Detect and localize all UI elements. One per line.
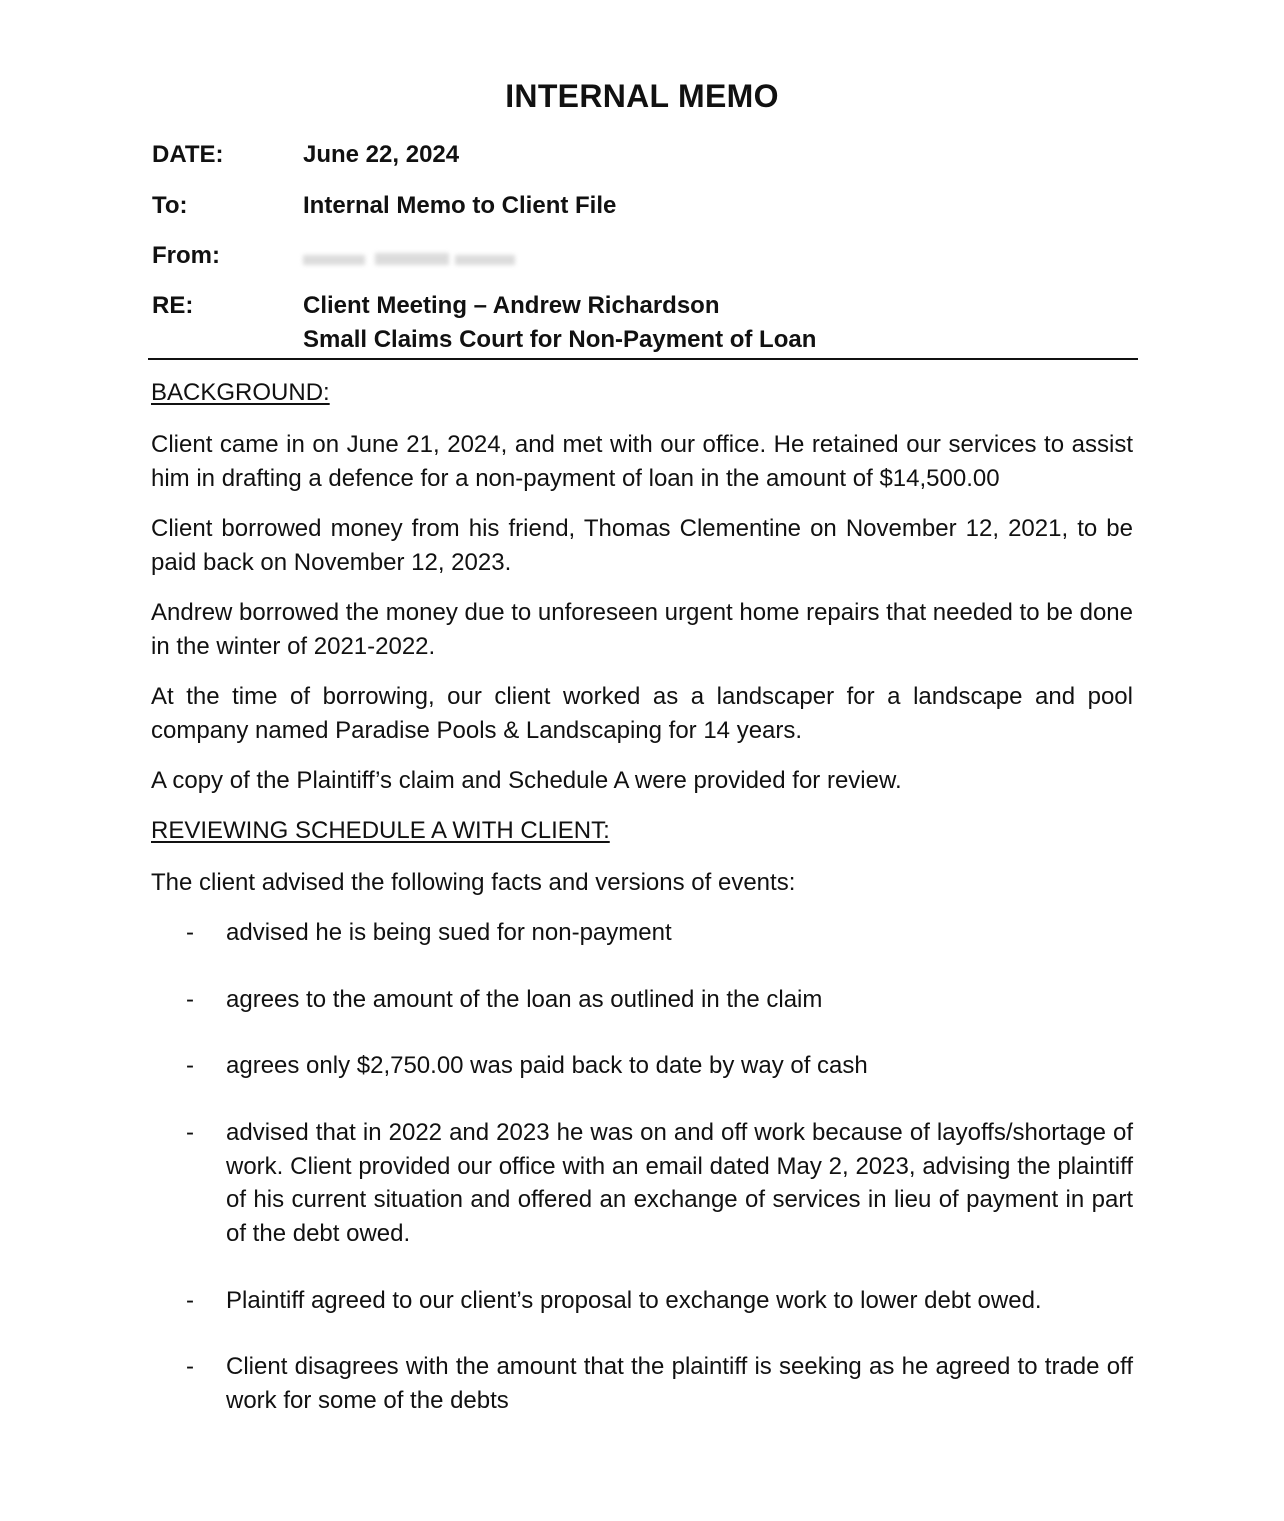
memo-title: INTERNAL MEMO: [505, 78, 779, 114]
bullet-text: Plaintiff agreed to our client’s proposal to exchange work to lower debt owed.: [226, 1287, 1042, 1314]
background-paragraph-2: Client borrowed money from his friend, Thomas Clementine on November 12, 2021, to be paid back on November 12, 2023.: [151, 515, 1133, 576]
date-value: June 22, 2024: [303, 141, 460, 168]
bullet-dash: -: [186, 986, 194, 1013]
bullet-dash: -: [186, 1119, 194, 1146]
review-heading: REVIEWING SCHEDULE A WITH CLIENT:: [151, 817, 610, 844]
background-paragraph-3: Andrew borrowed the money due to unforeseen urgent home repairs that needed to be done in the winter of 2021-2022.: [151, 599, 1133, 660]
bullet-text: agrees only $2,750.00 was paid back to date by way of cash: [226, 1052, 868, 1079]
bullet-dash: -: [186, 1353, 194, 1380]
background-paragraph-5: A copy of the Plaintiff’s claim and Schedule A were provided for review.: [151, 767, 902, 794]
re-line-1: Client Meeting – Andrew Richardson: [303, 292, 720, 319]
header-divider: [148, 358, 1138, 360]
bullet-dash: -: [186, 919, 194, 946]
bullet-text: advised he is being sued for non-payment: [226, 919, 672, 946]
review-intro: The client advised the following facts and versions of events:: [151, 869, 796, 896]
background-heading: BACKGROUND:: [151, 379, 330, 406]
bullet-dash: -: [186, 1287, 194, 1314]
background-paragraph-4: At the time of borrowing, our client worked as a landscaper for a landscape and pool company named Paradise Pools & Landscaping for 14 years.: [151, 683, 1133, 744]
bullet-text: Client disagrees with the amount that the plaintiff is seeking as he agreed to trade off work for some of the debts: [226, 1353, 1133, 1414]
bullet-text: advised that in 2022 and 2023 he was on and off work because of layoffs/shortage of work. Client provided our office with an email dated May 2, 2023, advising the plaintiff of his current situation and offered an exchange of services in lieu of payment in part of the debt owed.: [226, 1119, 1133, 1247]
bullet-text: agrees to the amount of the loan as outlined in the claim: [226, 986, 823, 1013]
date-label: DATE:: [152, 141, 224, 168]
redacted-sender-name: [303, 247, 523, 269]
bullet-dash: -: [186, 1052, 194, 1079]
redaction-blur: [303, 249, 523, 271]
background-paragraph-1: Client came in on June 21, 2024, and met with our office. He retained our services to assist him in drafting a defence for a non-payment of loan in the amount of $14,500.00: [151, 431, 1133, 492]
to-value: Internal Memo to Client File: [303, 192, 617, 219]
from-label: From:: [152, 242, 220, 269]
to-label: To:: [152, 192, 188, 219]
re-line-2: Small Claims Court for Non-Payment of Loan: [303, 326, 817, 353]
re-label: RE:: [152, 292, 194, 319]
